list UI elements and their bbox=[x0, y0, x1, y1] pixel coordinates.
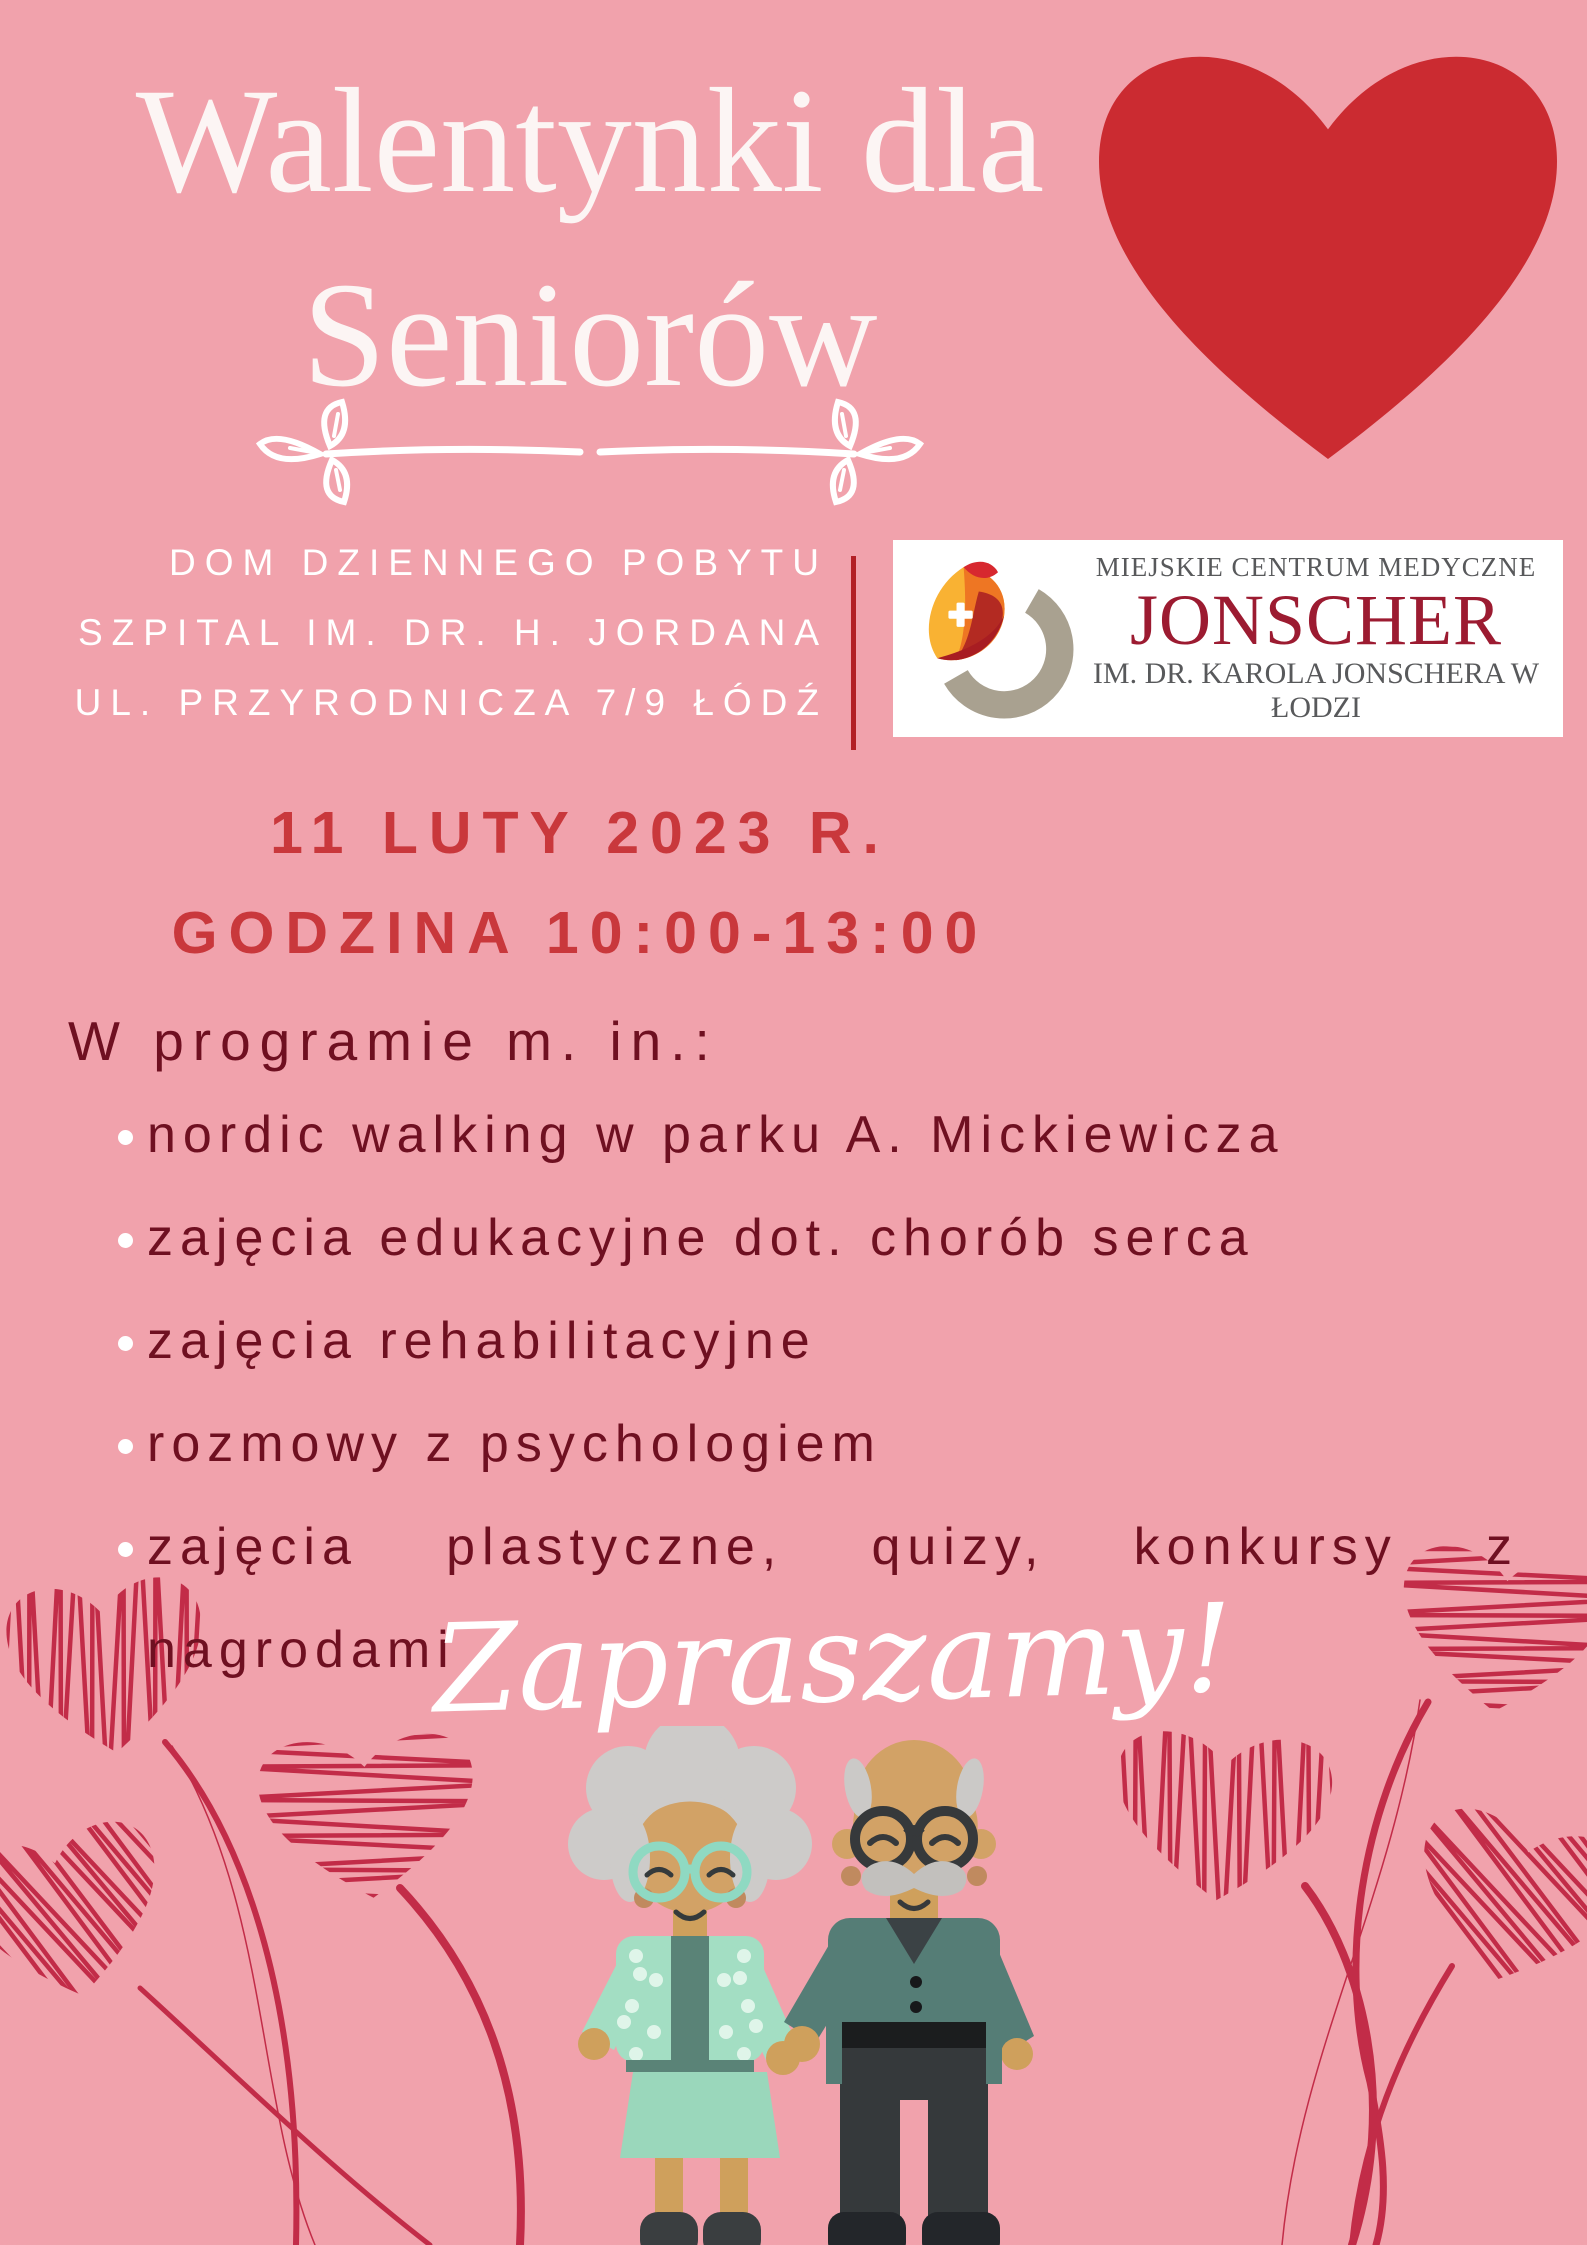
leaf-divider-icon bbox=[250, 398, 930, 508]
program-item bbox=[68, 1290, 1538, 1393]
closing-script-text: Zapraszamy! bbox=[431, 1577, 1235, 1741]
bullet-dot-icon bbox=[118, 1542, 133, 1557]
program-item-line: nordic walking w parku A. Mickiewicza bbox=[147, 1106, 1285, 1164]
bullet-dot-icon bbox=[118, 1439, 133, 1454]
bullet-dot-icon bbox=[118, 1336, 133, 1351]
page-title bbox=[0, 44, 1180, 432]
grandpa-figure bbox=[784, 1740, 1034, 2245]
program-item-line: rozmowy z psychologiem bbox=[147, 1415, 882, 1473]
program-item bbox=[68, 1393, 1538, 1496]
program-item-line: zajęcia plastyczne, quizy, konkursy z bbox=[147, 1518, 1519, 1576]
jonscher-logo bbox=[893, 540, 1563, 737]
bullet-dot-icon bbox=[118, 1130, 133, 1145]
event-date: 11 LUTY 2023 R. bbox=[270, 800, 890, 866]
title-line-1: Walentynki dla bbox=[135, 58, 1045, 224]
title-line-2: Seniorów bbox=[302, 252, 878, 418]
logo-name: JONSCHER bbox=[1129, 580, 1503, 660]
red-divider-line bbox=[851, 556, 856, 750]
elderly-couple-illustration bbox=[540, 1726, 1090, 2245]
logo-subtitle-bottom: IM. DR. KAROLA JONSCHERA W ŁODZI bbox=[1092, 657, 1540, 724]
program-heading: W programie m. in.: bbox=[68, 1010, 719, 1072]
grandma-figure bbox=[568, 1726, 812, 2245]
program-item-line: zajęcia rehabilitacyjne bbox=[147, 1312, 817, 1370]
event-time: GODZINA 10:00-13:00 bbox=[171, 900, 989, 966]
program-item bbox=[68, 1084, 1538, 1187]
venue-line: SZPITAL IM. DR. H. JORDANA bbox=[78, 612, 828, 653]
venue-line: UL. PRZYRODNICZA 7/9 ŁÓDŹ bbox=[74, 682, 828, 723]
program-item bbox=[68, 1187, 1538, 1290]
jonscher-logo-text bbox=[1083, 552, 1563, 725]
logo-subtitle-top: MIEJSKIE CENTRUM MEDYCZNE bbox=[1095, 552, 1537, 582]
venue-line: DOM DZIENNEGO POBYTU bbox=[169, 542, 828, 583]
bullet-dot-icon bbox=[118, 1233, 133, 1248]
program-item-line: zajęcia edukacyjne dot. chorób serca bbox=[147, 1209, 1255, 1267]
program-item-line: nagrodami bbox=[147, 1621, 456, 1679]
event-datetime bbox=[0, 795, 1160, 971]
venue-address bbox=[0, 528, 828, 738]
jonscher-logo-mark-icon bbox=[911, 553, 1083, 725]
